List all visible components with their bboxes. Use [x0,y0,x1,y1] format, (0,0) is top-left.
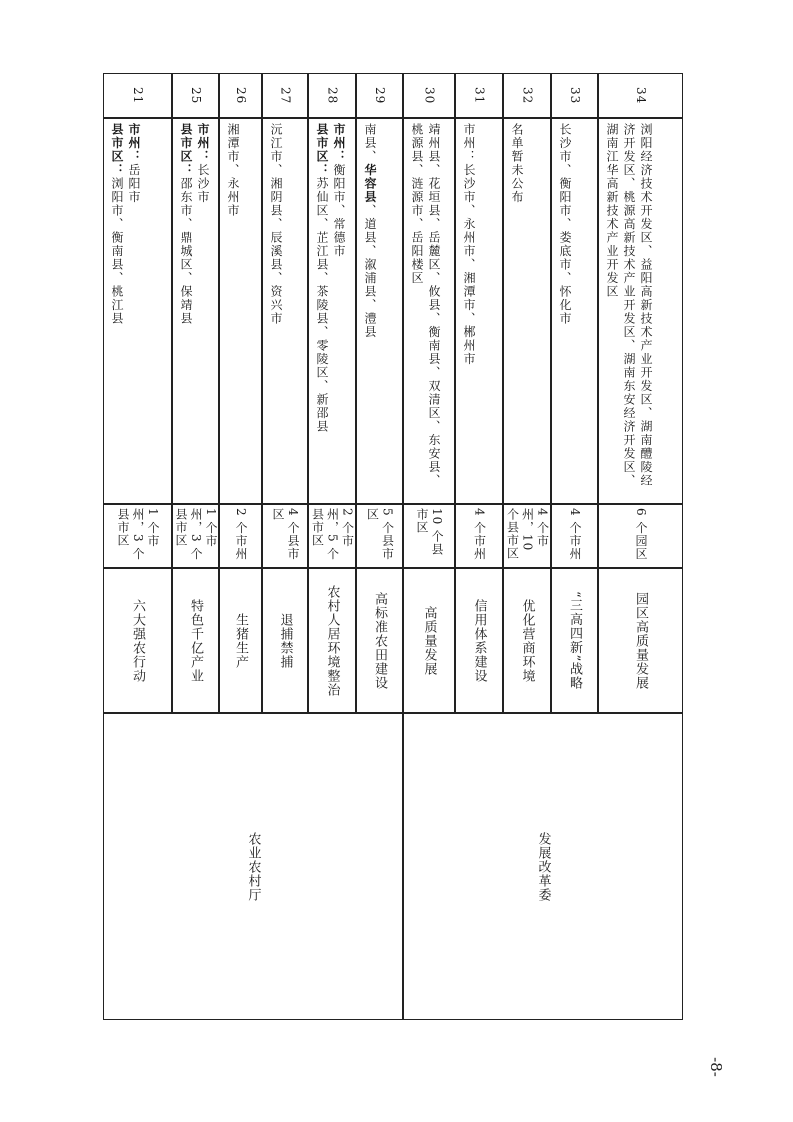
area-line [410,123,441,488]
scope-text: 10 个县市区 [415,508,444,557]
row-scope [308,504,356,568]
row-number-text: 29 [373,86,387,105]
row-task [598,568,683,713]
scope-text: 2 个市州，5 个县市区 [310,508,355,561]
row-task [403,568,455,713]
row-number-text: 27 [278,86,293,105]
areas-text [460,123,477,499]
row-number [598,73,683,118]
scope-text: 2 个市州 [234,508,248,561]
area-names: 邵东市、鼎城区、保靖县 [179,177,193,326]
row-scope [103,504,172,568]
row-scope [356,504,403,568]
area-names: 、道县、溆浦县、澧县 [363,204,377,339]
area-line [510,123,524,204]
area-names: 南县、 [363,123,377,164]
row-number [503,73,551,118]
area-label: 县市区： [110,123,124,177]
row-number [308,73,356,118]
row-task [503,568,551,713]
row-areas [308,118,356,504]
areas-text [408,123,442,499]
area-line [332,123,346,258]
task-text: “三高四新”战略 [567,590,582,691]
row-areas [262,118,308,504]
row-areas [551,118,598,504]
row-number-text: 30 [422,86,437,105]
row-number [219,73,262,118]
row-number [455,73,503,118]
row-areas [219,118,262,504]
area-names: 浏阳市、衡南县、桃江县 [110,177,124,326]
row-task [308,568,356,713]
row-scope [455,504,503,568]
task-text: 高质量发展 [421,605,437,676]
row-number-text: 21 [131,86,145,105]
areas-text [108,123,142,499]
scope-text: 4 个县市区 [271,508,300,561]
row-scope [598,504,683,568]
area-names: 苏仙区、芷江县、茶陵县、零陵区、新邵县 [315,177,329,434]
area-line [605,123,653,488]
areas-text [267,123,284,499]
area-label: 市州： [332,123,346,164]
row-number [403,73,455,118]
row-number [262,73,308,118]
task-text: 农村人居环境整治 [324,584,340,697]
row-scope [403,504,455,568]
task-text: 高标准农田建设 [372,591,387,690]
page-number: -8- [707,1057,725,1077]
scope-text: 6 个园区 [634,508,648,561]
area-names: 名单暂未公布 [510,123,524,204]
row-number-text: 34 [634,86,648,105]
area-label: 县市区： [315,123,329,177]
area-line [179,123,193,326]
row-scope [262,504,308,568]
row-number-text: 33 [568,86,582,105]
areas-text [361,123,378,499]
row-areas [503,118,551,504]
table [103,73,683,1020]
area-line [127,123,141,204]
area-line [226,123,240,218]
areas-text [556,123,573,499]
row-task [219,568,262,713]
row-scope [551,504,598,568]
area-line [269,123,283,326]
row-number-text: 26 [234,86,248,105]
row-task [455,568,503,713]
areas-text [224,123,241,499]
row-scope [503,504,551,568]
department-name: 发展改革委 [535,831,551,902]
row-areas [356,118,403,504]
area-line [110,123,124,326]
task-text: 特色千亿产业 [188,598,203,683]
area-names: 浏阳经济技术开发区、益阳高新技术产业开发区、湖南醴陵经济开发区、桃源高新技术产业开发区、湖南东安经济开发区、湖南江华高新技术产业开发区 [605,123,653,488]
department-name: 农业农村厅 [245,831,261,902]
area-line [363,123,377,164]
area-label: 市州： [196,123,210,164]
department-cell [103,713,403,1020]
area-names: 湘潭市、永州市 [226,123,240,218]
areas-text [508,123,525,499]
area-names: 靖州县、花垣县、岳麓区、攸县、衡南县、双清区、东安县、桃源县、涟源市、岳阳楼区 [410,123,441,488]
area-names: 市州：长沙市、永州市、湘潭市、郴州市 [462,123,476,366]
task-text: 退捕禁捕 [277,612,293,669]
task-text: 园区高质量发展 [633,591,648,690]
area-line [315,123,329,434]
area-label: 县市区： [179,123,193,177]
area-line [196,123,210,204]
task-text: 优化营商环境 [519,598,535,683]
areas-text [603,123,654,499]
scope-text: 4 个市州，10 个县市区 [505,508,550,560]
task-text: 生猪生产 [233,612,248,669]
scope-text: 4 个市州 [472,508,487,561]
row-scope [219,504,262,568]
scope-text: 1 个市州，3 个县市区 [174,508,218,561]
area-label: 市州： [127,123,141,164]
area-names: 沅江市、湘阴县、辰溪县、资兴市 [269,123,283,326]
row-task [103,568,172,713]
area-line [558,123,572,326]
row-areas [172,118,219,504]
area-names: 衡阳市、常德市 [332,163,346,258]
area-names: 岳阳市 [127,163,141,204]
scope-text: 1 个市州，3 个县市区 [116,508,160,561]
area-label: 华容县 [363,163,377,204]
row-task [172,568,219,713]
row-areas [598,118,683,504]
row-number-text: 32 [520,86,535,105]
row-number [356,73,403,118]
row-areas [455,118,503,504]
row-areas [403,118,455,504]
area-names: 长沙市、衡阳市、娄底市、怀化市 [558,123,572,326]
row-number [103,73,172,118]
area-line [462,123,476,366]
row-number-text: 31 [472,86,487,105]
row-task [551,568,598,713]
row-number [551,73,598,118]
row-task [262,568,308,713]
scope-text: 5 个县市区 [365,508,395,561]
area-line [363,164,377,340]
area-names: 长沙市 [196,163,210,204]
task-text: 信用体系建设 [471,598,487,683]
row-scope [172,504,219,568]
row-number [172,73,219,118]
task-text: 六大强农行动 [130,598,145,683]
row-number-text: 28 [325,86,340,105]
row-areas [103,118,172,504]
areas-text [313,123,347,499]
row-task [356,568,403,713]
department-cell [403,713,683,1020]
scope-text: 4 个市州 [568,508,582,561]
areas-text [177,123,211,499]
row-number-text: 25 [189,86,203,105]
